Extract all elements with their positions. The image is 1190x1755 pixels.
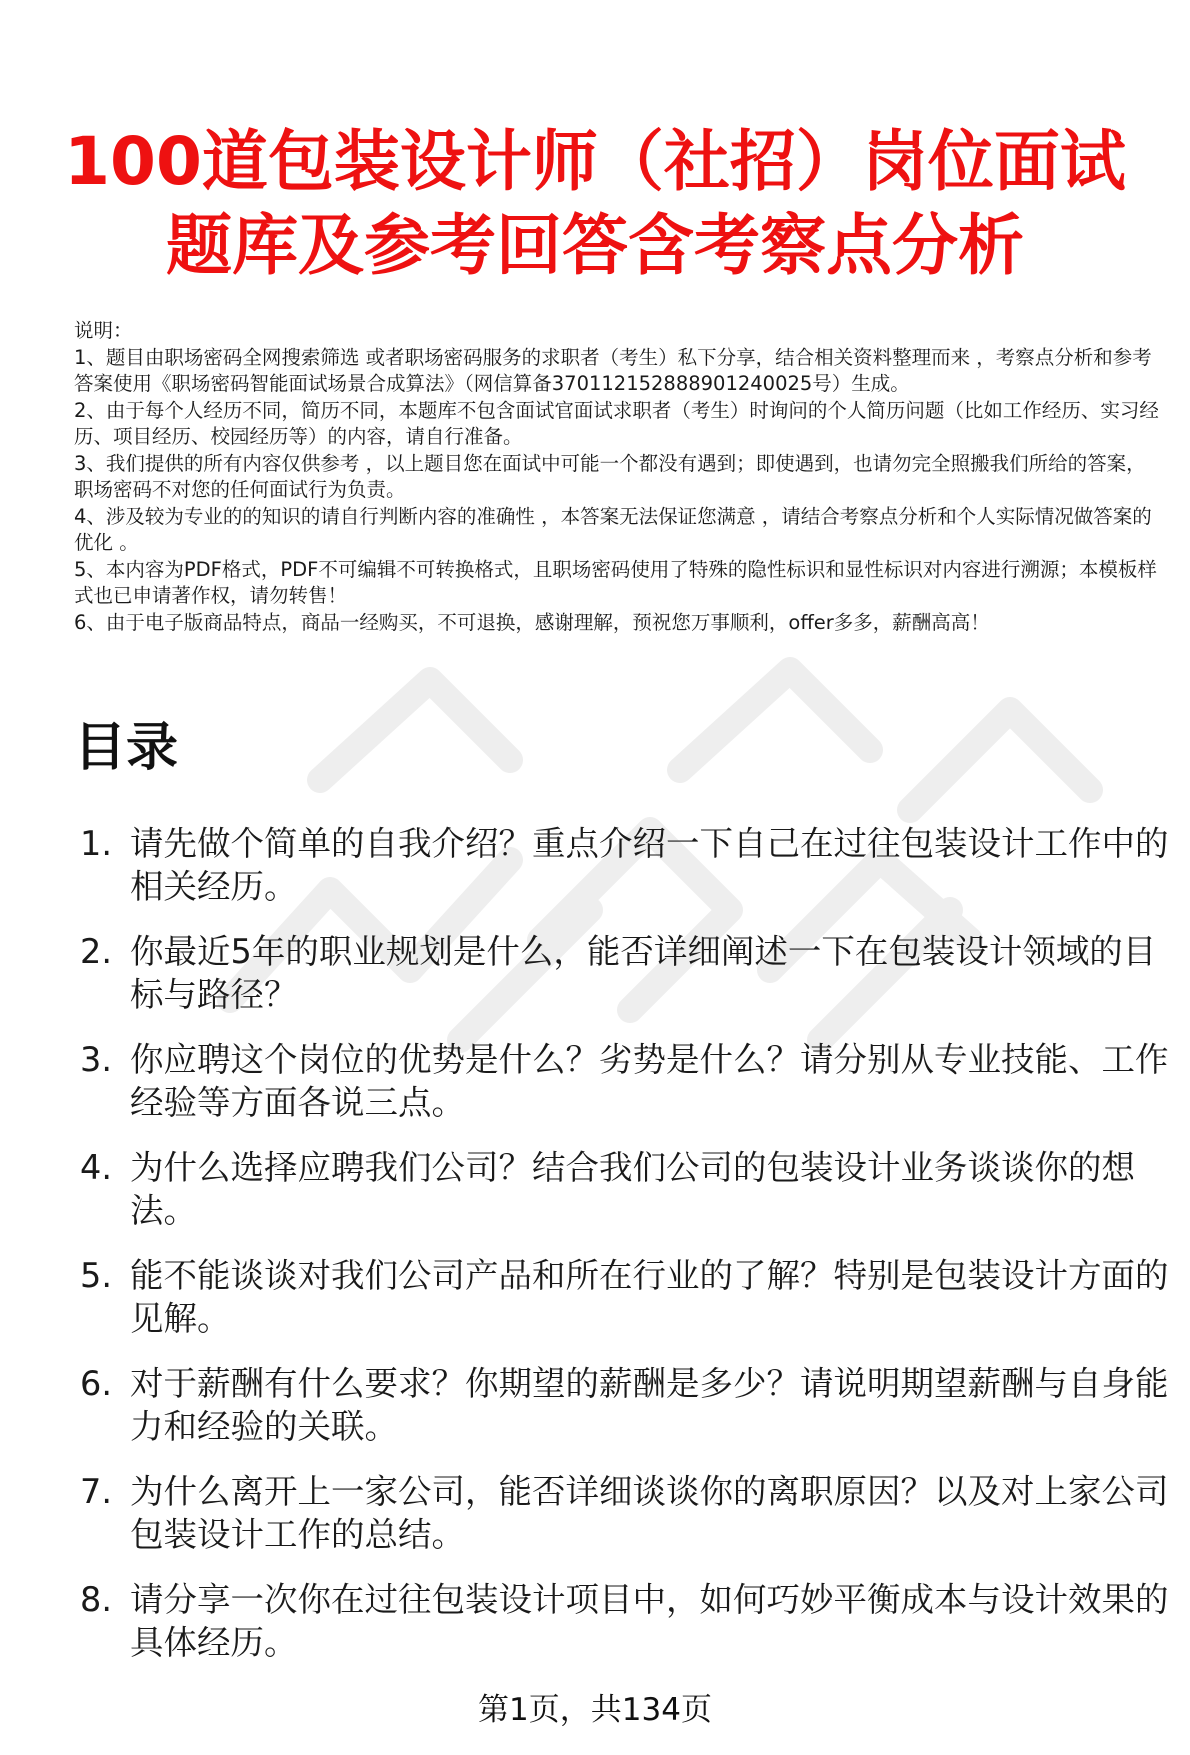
title-line-2: 题库及参考回答含考察点分析 — [166, 207, 1024, 284]
toc-item-text: 你应聘这个岗位的优势是什么？劣势是什么？请分别从专业技能、工作经验等方面各说三点。 — [130, 1040, 1169, 1122]
toc-item-text: 能不能谈谈对我们公司产品和所在行业的了解？特别是包装设计方面的见解。 — [130, 1256, 1169, 1338]
notes-item: 1、题目由职场密码全网搜索筛选 或者职场密码服务的求职者（考生）私下分享，结合相关资料整理而来 ，考察点分析和参考答案使用《职场密码智能面试场景合成算法》（网信算备370112152888901240025号）生成。 — [74, 345, 1152, 395]
page-number-footer: 第1页，共134页 — [478, 1692, 712, 1728]
toc-item[interactable] — [80, 1578, 1170, 1664]
notes-item: 3、我们提供的所有内容仅供参考 ，以上题目您在面试中可能一个都没有遇到；即使遇到，也请勿完全照搬我们所给的答案，职场密码不对您的任何面试行为负责。 — [74, 451, 1146, 501]
toc-item-text: 请先做个简单的自我介绍？重点介绍一下自己在过往包装设计工作中的相关经历。 — [130, 824, 1169, 906]
toc-item-number: 8. — [80, 1580, 112, 1619]
title-line-1: 100道包装设计师（社招）岗位面试 — [64, 123, 1126, 200]
toc-item-number: 5. — [80, 1256, 112, 1295]
toc-item[interactable] — [80, 1254, 1170, 1340]
toc-item[interactable] — [80, 1470, 1170, 1556]
toc-item-text: 为什么选择应聘我们公司？结合我们公司的包装设计业务谈谈你的想法。 — [130, 1148, 1135, 1230]
notes-item: 6、由于电子版商品特点，商品一经购买，不可退换，感谢理解，预祝您万事顺利，offer多多，薪酬高高！ — [74, 610, 990, 634]
notes-item: 2、由于每个人经历不同，简历不同，本题库不包含面试官面试求职者（考生）时询问的个人简历问题（比如工作经历、实习经历、项目经历、校园经历等）的内容，请自行准备。 — [74, 398, 1159, 448]
toc-item[interactable] — [80, 822, 1170, 908]
toc-item-text: 为什么离开上一家公司，能否详细谈谈你的离职原因？以及对上家公司包装设计工作的总结。 — [130, 1472, 1169, 1554]
toc-heading: 目录 — [74, 718, 179, 778]
toc-item[interactable] — [80, 1146, 1170, 1232]
toc-item[interactable] — [80, 1362, 1170, 1448]
toc-item-text: 你最近5年的职业规划是什么，能否详细阐述一下在包装设计领域的目标与路径？ — [130, 932, 1157, 1014]
toc-item[interactable] — [80, 930, 1170, 1016]
toc-item-text: 请分享一次你在过往包装设计项目中，如何巧妙平衡成本与设计效果的具体经历。 — [130, 1580, 1169, 1662]
notes-heading: 说明： — [74, 319, 133, 342]
document-title — [40, 120, 1150, 288]
notes-item: 5、本内容为PDF格式，PDF不可编辑不可转换格式，且职场密码使用了特殊的隐性标识和显性标识对内容进行溯源；本模板样式也已申请著作权，请勿转售！ — [74, 557, 1157, 607]
toc-item-number: 4. — [80, 1148, 112, 1187]
toc-item-number: 3. — [80, 1040, 112, 1079]
toc-item-number: 1. — [80, 824, 112, 863]
toc-item-number: 6. — [80, 1364, 112, 1403]
toc-item-number: 2. — [80, 932, 112, 971]
toc-list — [80, 822, 1170, 1686]
toc-item[interactable] — [80, 1038, 1170, 1124]
notes-section — [74, 318, 1164, 636]
toc-item-number: 7. — [80, 1472, 112, 1511]
toc-item-text: 对于薪酬有什么要求？你期望的薪酬是多少？请说明期望薪酬与自身能力和经验的关联。 — [130, 1364, 1169, 1446]
notes-item: 4、涉及较为专业的的知识的请自行判断内容的准确性 ，本答案无法保证您满意 ，请结合考察点分析和个人实际情况做答案的优化 。 — [74, 504, 1152, 554]
